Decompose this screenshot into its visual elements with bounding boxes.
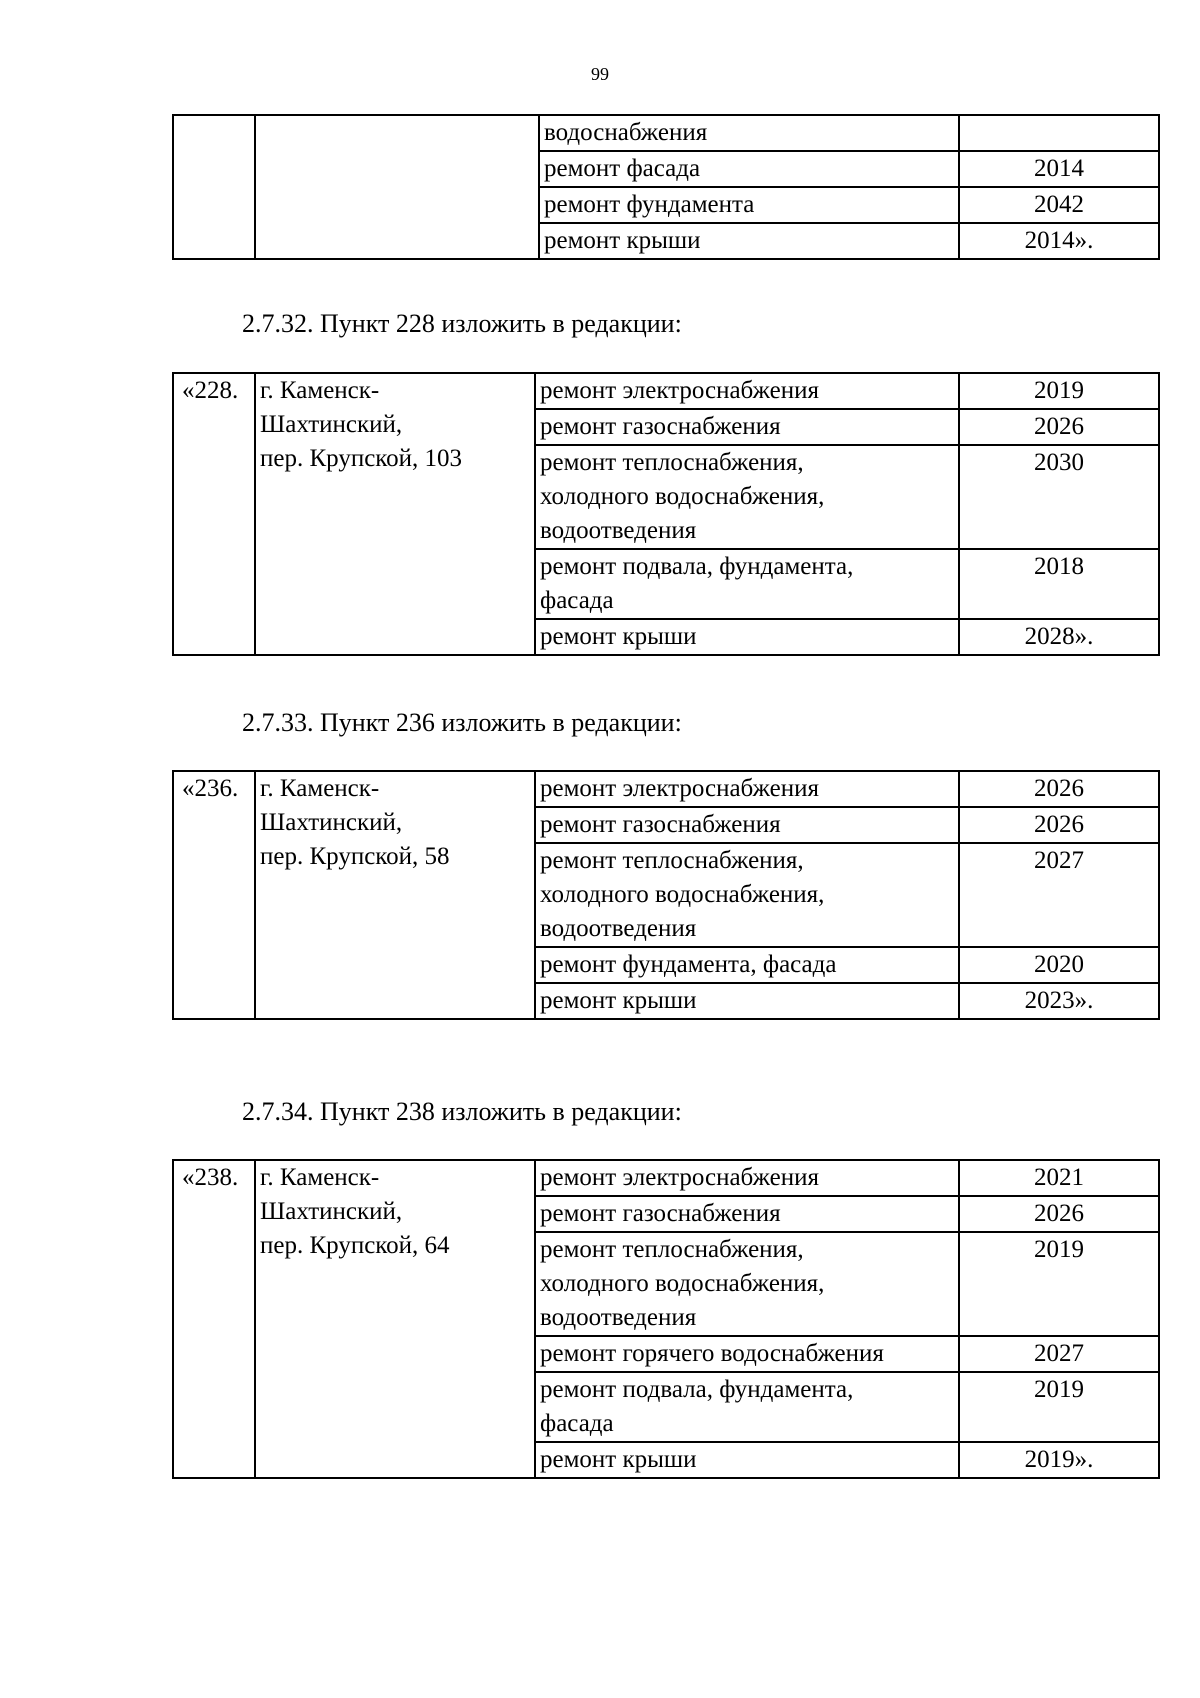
work-line: ремонт газоснабжения bbox=[540, 413, 781, 440]
work-line: водоотведения bbox=[540, 517, 697, 544]
work-cell bbox=[535, 983, 959, 1019]
year-cell: 2026 bbox=[959, 807, 1159, 843]
year-cell: 2027 bbox=[959, 1336, 1159, 1372]
work-cell bbox=[535, 1196, 959, 1232]
work-line: ремонт электроснабжения bbox=[540, 1164, 819, 1191]
address-line: Шахтинский, bbox=[260, 411, 403, 438]
year-cell: 2026 bbox=[959, 1196, 1159, 1232]
work-cell bbox=[535, 445, 959, 549]
address-line: пер. Крупской, 58 bbox=[260, 843, 450, 870]
address-line: г. Каменск- bbox=[260, 1164, 380, 1191]
work-line: холодного водоснабжения, bbox=[540, 1270, 825, 1297]
section-heading: 2.7.34. Пункт 238 изложить в редакции: bbox=[242, 1097, 682, 1126]
work-cell bbox=[535, 549, 959, 619]
work-cell bbox=[535, 1372, 959, 1442]
address-line: пер. Крупской, 64 bbox=[260, 1232, 450, 1259]
address-line: пер. Крупской, 103 bbox=[260, 445, 463, 472]
work-cell: ремонт фундамента bbox=[539, 187, 959, 223]
item-table-236 bbox=[172, 770, 1160, 1020]
work-cell: ремонт фасада bbox=[539, 151, 959, 187]
year-cell: 2019 bbox=[959, 1232, 1159, 1336]
item-address bbox=[255, 1160, 535, 1478]
year-cell: 2020 bbox=[959, 947, 1159, 983]
work-cell bbox=[535, 771, 959, 807]
address-line: г. Каменск- bbox=[260, 377, 380, 404]
work-line: ремонт газоснабжения bbox=[540, 811, 781, 838]
work-cell bbox=[535, 373, 959, 409]
address-cell bbox=[255, 115, 539, 259]
work-cell bbox=[535, 947, 959, 983]
work-line: ремонт теплоснабжения, bbox=[540, 847, 804, 874]
work-line: ремонт горячего водоснабжения bbox=[540, 1340, 884, 1367]
year-cell: 2042 bbox=[959, 187, 1159, 223]
address-line: Шахтинский, bbox=[260, 809, 403, 836]
year-cell: 2019». bbox=[959, 1442, 1159, 1478]
work-line: фасада bbox=[540, 1410, 614, 1437]
year-cell: 2018 bbox=[959, 549, 1159, 619]
year-cell bbox=[959, 115, 1159, 151]
year-cell: 2026 bbox=[959, 409, 1159, 445]
number-cell bbox=[173, 115, 255, 259]
work-line: ремонт электроснабжения bbox=[540, 377, 819, 404]
page-number: 99 bbox=[591, 64, 609, 84]
work-cell bbox=[535, 1232, 959, 1336]
work-line: ремонт электроснабжения bbox=[540, 775, 819, 802]
work-line: ремонт теплоснабжения, bbox=[540, 1236, 804, 1263]
address-line: Шахтинский, bbox=[260, 1198, 403, 1225]
work-cell bbox=[535, 409, 959, 445]
item-address bbox=[255, 771, 535, 1019]
year-cell: 2014». bbox=[959, 223, 1159, 259]
work-cell bbox=[535, 1336, 959, 1372]
work-cell bbox=[535, 843, 959, 947]
year-cell: 2019 bbox=[959, 1372, 1159, 1442]
table-row bbox=[173, 1160, 1159, 1196]
item-number: «228. bbox=[173, 373, 255, 655]
work-cell: ремонт крыши bbox=[539, 223, 959, 259]
section-heading: 2.7.32. Пункт 228 изложить в редакции: bbox=[242, 309, 682, 338]
work-cell: водоснабжения bbox=[539, 115, 959, 151]
work-cell bbox=[535, 1442, 959, 1478]
work-line: холодного водоснабжения, bbox=[540, 881, 825, 908]
section-heading: 2.7.33. Пункт 236 изложить в редакции: bbox=[242, 708, 682, 737]
year-cell: 2026 bbox=[959, 771, 1159, 807]
work-line: ремонт газоснабжения bbox=[540, 1200, 781, 1227]
continuation-table bbox=[172, 114, 1160, 260]
year-cell: 2030 bbox=[959, 445, 1159, 549]
work-line: водоотведения bbox=[540, 915, 697, 942]
work-line: фасада bbox=[540, 587, 614, 614]
year-cell: 2027 bbox=[959, 843, 1159, 947]
work-line: ремонт фундамента, фасада bbox=[540, 951, 837, 978]
address-line: г. Каменск- bbox=[260, 775, 380, 802]
item-number: «238. bbox=[173, 1160, 255, 1478]
year-cell: 2019 bbox=[959, 373, 1159, 409]
work-cell bbox=[535, 807, 959, 843]
work-line: водоотведения bbox=[540, 1304, 697, 1331]
work-line: холодного водоснабжения, bbox=[540, 483, 825, 510]
year-cell: 2023». bbox=[959, 983, 1159, 1019]
year-cell: 2028». bbox=[959, 619, 1159, 655]
year-cell: 2014 bbox=[959, 151, 1159, 187]
item-number: «236. bbox=[173, 771, 255, 1019]
work-cell bbox=[535, 619, 959, 655]
work-cell bbox=[535, 1160, 959, 1196]
work-line: ремонт подвала, фундамента, bbox=[540, 1376, 854, 1403]
work-line: ремонт теплоснабжения, bbox=[540, 449, 804, 476]
item-table-238 bbox=[172, 1159, 1160, 1479]
table-row bbox=[173, 771, 1159, 807]
work-line: ремонт крыши bbox=[540, 623, 697, 650]
work-line: ремонт крыши bbox=[540, 987, 697, 1014]
table-row bbox=[173, 115, 1159, 151]
work-line: ремонт крыши bbox=[540, 1446, 697, 1473]
table-row bbox=[173, 373, 1159, 409]
item-table-228 bbox=[172, 372, 1160, 656]
item-address bbox=[255, 373, 535, 655]
year-cell: 2021 bbox=[959, 1160, 1159, 1196]
work-line: ремонт подвала, фундамента, bbox=[540, 553, 854, 580]
